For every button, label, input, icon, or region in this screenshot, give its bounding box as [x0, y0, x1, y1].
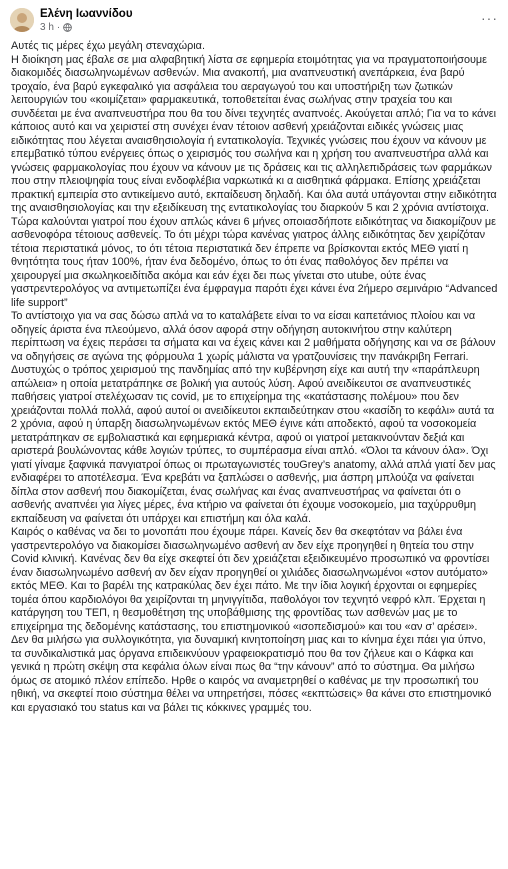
avatar[interactable]: [10, 8, 34, 32]
post-paragraph: Καιρός ο καθένας να δει το μονοπάτι που έχουμε πάρει. Κανείς δεν θα σκεφτόταν να βάλει ένα γαστρεντερολόγο να διακομίσει διασωληνωμένο ασθενή αν δεν είχε προηγηθεί η θητεία του στην Covid κλινική. Κανένας δεν θα είχε σκεφτεί ότι δεν χρειάζεται εξειδικευμένο προσωπικό να φροντίσει έναν διασωληνωμένο ασθενή αν δεν είχαν προηγηθεί οι χιλιάδες διασωληνωμένοι «στον αυτόματο» εκτός ΜΕΘ. Και το βαρέλι της κατρακύλας δεν έχει πάτο. Με την ίδια λογική έρχονται οι εφημερίες τομέα όπου καρδιολόγοι θα χειρίζονται τη μηνιγγίτιδα, παθολόγοι τον τεχνητό νεφρό κλπ. Έρχεται η κατάργηση του ΤΕΠ, η θεσμοθέτηση της υποβάθμισης της φροντίδας των ασθενών μας με το επιχείρημα της δεδομένης κατάστασης, του επιστημονικού «ισοπεδισμού» και του «αν σ’ αρέσει».: [11, 526, 490, 633]
post-header: [0, 0, 508, 40]
meta-separator: ·: [56, 22, 61, 33]
post-paragraph: Δεν θα μιλήσω για συλλογικότητα, για δυναμική κινητοποίηση μιας και το κίνημα έχει πάει για ύπνο, τα συνδικαλιστικά μας όργανα επιδεικνύουν γραφειοκρατισμό που θα τον ζήλευε και ο Κάφκα και γενικά η πρώτη σκέψη στα κεφάλια όλων είναι πως θα “την κάνουν” από το σύστημα. Θα μιλήσω όμως σε ατομικό πλέον επίπεδο. Ηρθε ο καιρός να αναμετρηθεί ο καθένας με την προσωπική του ηθική, να σκεφτεί ποιο σύστημα θέλει να υπηρετήσει, πόσες «εκπτώσεις» θα κάνει στο επιστημονικό και εργασιακό του status και να βάλει τις κόκκινες γραμμές του.: [11, 634, 492, 714]
post-author-name[interactable]: Ελένη Ιωαννίδου: [40, 8, 133, 20]
post-paragraph: Αυτές τις μέρες έχω μεγάλη στεναχώρια.: [11, 40, 205, 52]
globe-icon[interactable]: [63, 23, 72, 32]
post-paragraph: Το αντίστοιχο για να σας δώσω απλά να το καταλάβετε είναι το να είσαι καπετάνιος πλοίου και να οδηγείς άριστα ένα πλεούμενο, αλλά όσον αφορά στην οδήγηση αυτοκινήτου στην καλύτερη περίπτωση να έχεις περάσει τα σήματα και να έχεις κάνει και 2 μαθήματα οδήγησης και να σε βάλουν να οδηγήσεις σε αγώνα της φόρμουλα 1 χωρίς μάλιστα να γρατζουνίσεις την πανάκριβη Ferrari.: [11, 310, 496, 363]
post-paragraph: Η διοίκηση μας έβαλε σε μια αλφαβητική λίστα σε εφημερία ετοιμότητας για να πραγματοποιήσουμε διακομιδές διασωληνωμένων ασθενών. Μια ανακοπή, μια αναπνευστική ανεπάρκεια, ένα βαρύ τροχαίο, ένα βαρύ εγκεφαλικό για ασφάλεια του αεραγωγού του και υποστήριξη των ζωτικών λειτουργιών του «κοιμίζεται» φαρμακευτικά, τοποθετείται ένας σωλήνας στην τραχεία του και συνδέεται με ένα αναπνευστήρα που θα του δίνει τεχνητές αναπνοές. Ακούγεται απλό; Για να το κάνει κάποιος αυτό και να χειριστεί στη συνέχει έναν τέτοιον ασθενή χρειάζονται ειδικές γνώσεις μιας ειδικότητας που λέγεται αναισθησιολογία ή εντατικολογία. Τεχνικές γνώσεις που έχουν να κάνουν με επεμβατικό τύπου ενέργειες όπως ο χειρισμός του σωλήνα και η χρήση του αναπνευστήρα αλλά και γνώσεις φαρμακολογίας που έχουν να κάνουν με τις δράσεις και τις αλληλεπιδράσεις των φαρμάκων που στην πλειοψηφία τους είναι ενδοφλέβια ναρκωτικά κι α αισθητικά φάρμακα. Επίσης χρειάζεται πρακτική εμπειρία στο αντικείμενο αυτό, εκπαίδευση δηλαδή. Και όλα αυτά υπάγονται στην ειδικότητα της αναισθησιολογίας και την εξειδίκευση της εντατικολογίας του διαρκούν 5 και 2 χρόνια αντίστοιχα. Τώρα καλούνται γιατροί που έχουν απλώς κάνει 6 μήνες οποιασδήποτε ειδικότητας να διακομίζουν με ασθενοφόρα τέτοιους ασθενείς. Το ότι μέχρι τώρα κανένας γιατρος άλλης ειδικότητας δεν χειρίζόταν τέτοια περιστατικά μόνος, το ότι τέτοια περιστατικά δεν έπρεπε να βρίσκονται εκτός ΜΕΘ γιατί η θνητότητα τους ήταν 100%, ήταν ένα δεδομένο, όπως το ότι ένας παθολόγος δεν πρέπει να χειρουργεί μια σκωληκοειδίτιδα ακόμα και εάν έχει δει πως γίνεται στο utube, ούτε ένας γαστρεντερολόγος να αντιμετωπίζει ένα έμφραγμα παρότι έχει κάνει ένα 2ήμερο σεμινάριο “Advanced life support”: [11, 53, 498, 309]
post-meta: [40, 22, 72, 33]
post-body: [0, 40, 508, 715]
more-options-button[interactable]: ···: [481, 10, 498, 26]
post-paragraph: Δυστυχώς ο τρόπος χειρισμού της πανδημίας από την κυβέρνηση είχε και αυτή την «παράπλευρη απώλεια» η οποία μετατράπηκε σε βολική για αυτούς λύση. Αφού ανειδίκευτοι σε αναπνευστικές παθήσεις γιατροί στελέχωσαν τις covid, με το επιχείρημα της «κατάστασης πολέμου» που δεν χρειάζονται πολλά πολλά, αφού αυτοί οι ανειδίκευτοι εκπαιδεύτηκαν στου «κασίδη το κεφάλι» αυτά τα 2 χρόνια, αφού η ύπαρξη διασωληνωμένων εκτός ΜΕΘ έγινε κάτι αποδεκτό, αφού τα νοσοκομεία μετατράπηκαν σε εμβολιαστικά και εφημεριακά κέντρα, αφού οι γιατροί μετακινούνταν δεξιά και αριστερά βουλώνοντας κάθε λογιών τρύπες, το συμπέρασμα είναι απλό. «Όλοι τα κάνουν όλα». Όχι γιατί γίναμε ξαφνικά πανγιατροί όπως οι πρωταγωνιστές τουGrey’s anatomy, αλλά απλά γιατί δεν μας ενδιαφέρει το αποτέλεσμα. Ένα κρεβάτι να ξαπλώσει ο ασθενής, μια άσπρη μπλούζα να φαίνεται δίπλα στον ασθενή που διακομίζεται, ένας σωλήνας και ένας αναπνευστήρας να φαίνεται ότι ο ασθενής αναπνέει για λίγες μέρες, ένα κτήριο να φαίνεται ότι έχουμε νοσοκομείο, μια ταχύρρυθμη εκπαίδευση να φαίνεται ότι υπάρχει και επιστήμη και όλα καλά.: [11, 364, 496, 525]
post-time[interactable]: 3 h: [40, 22, 54, 33]
